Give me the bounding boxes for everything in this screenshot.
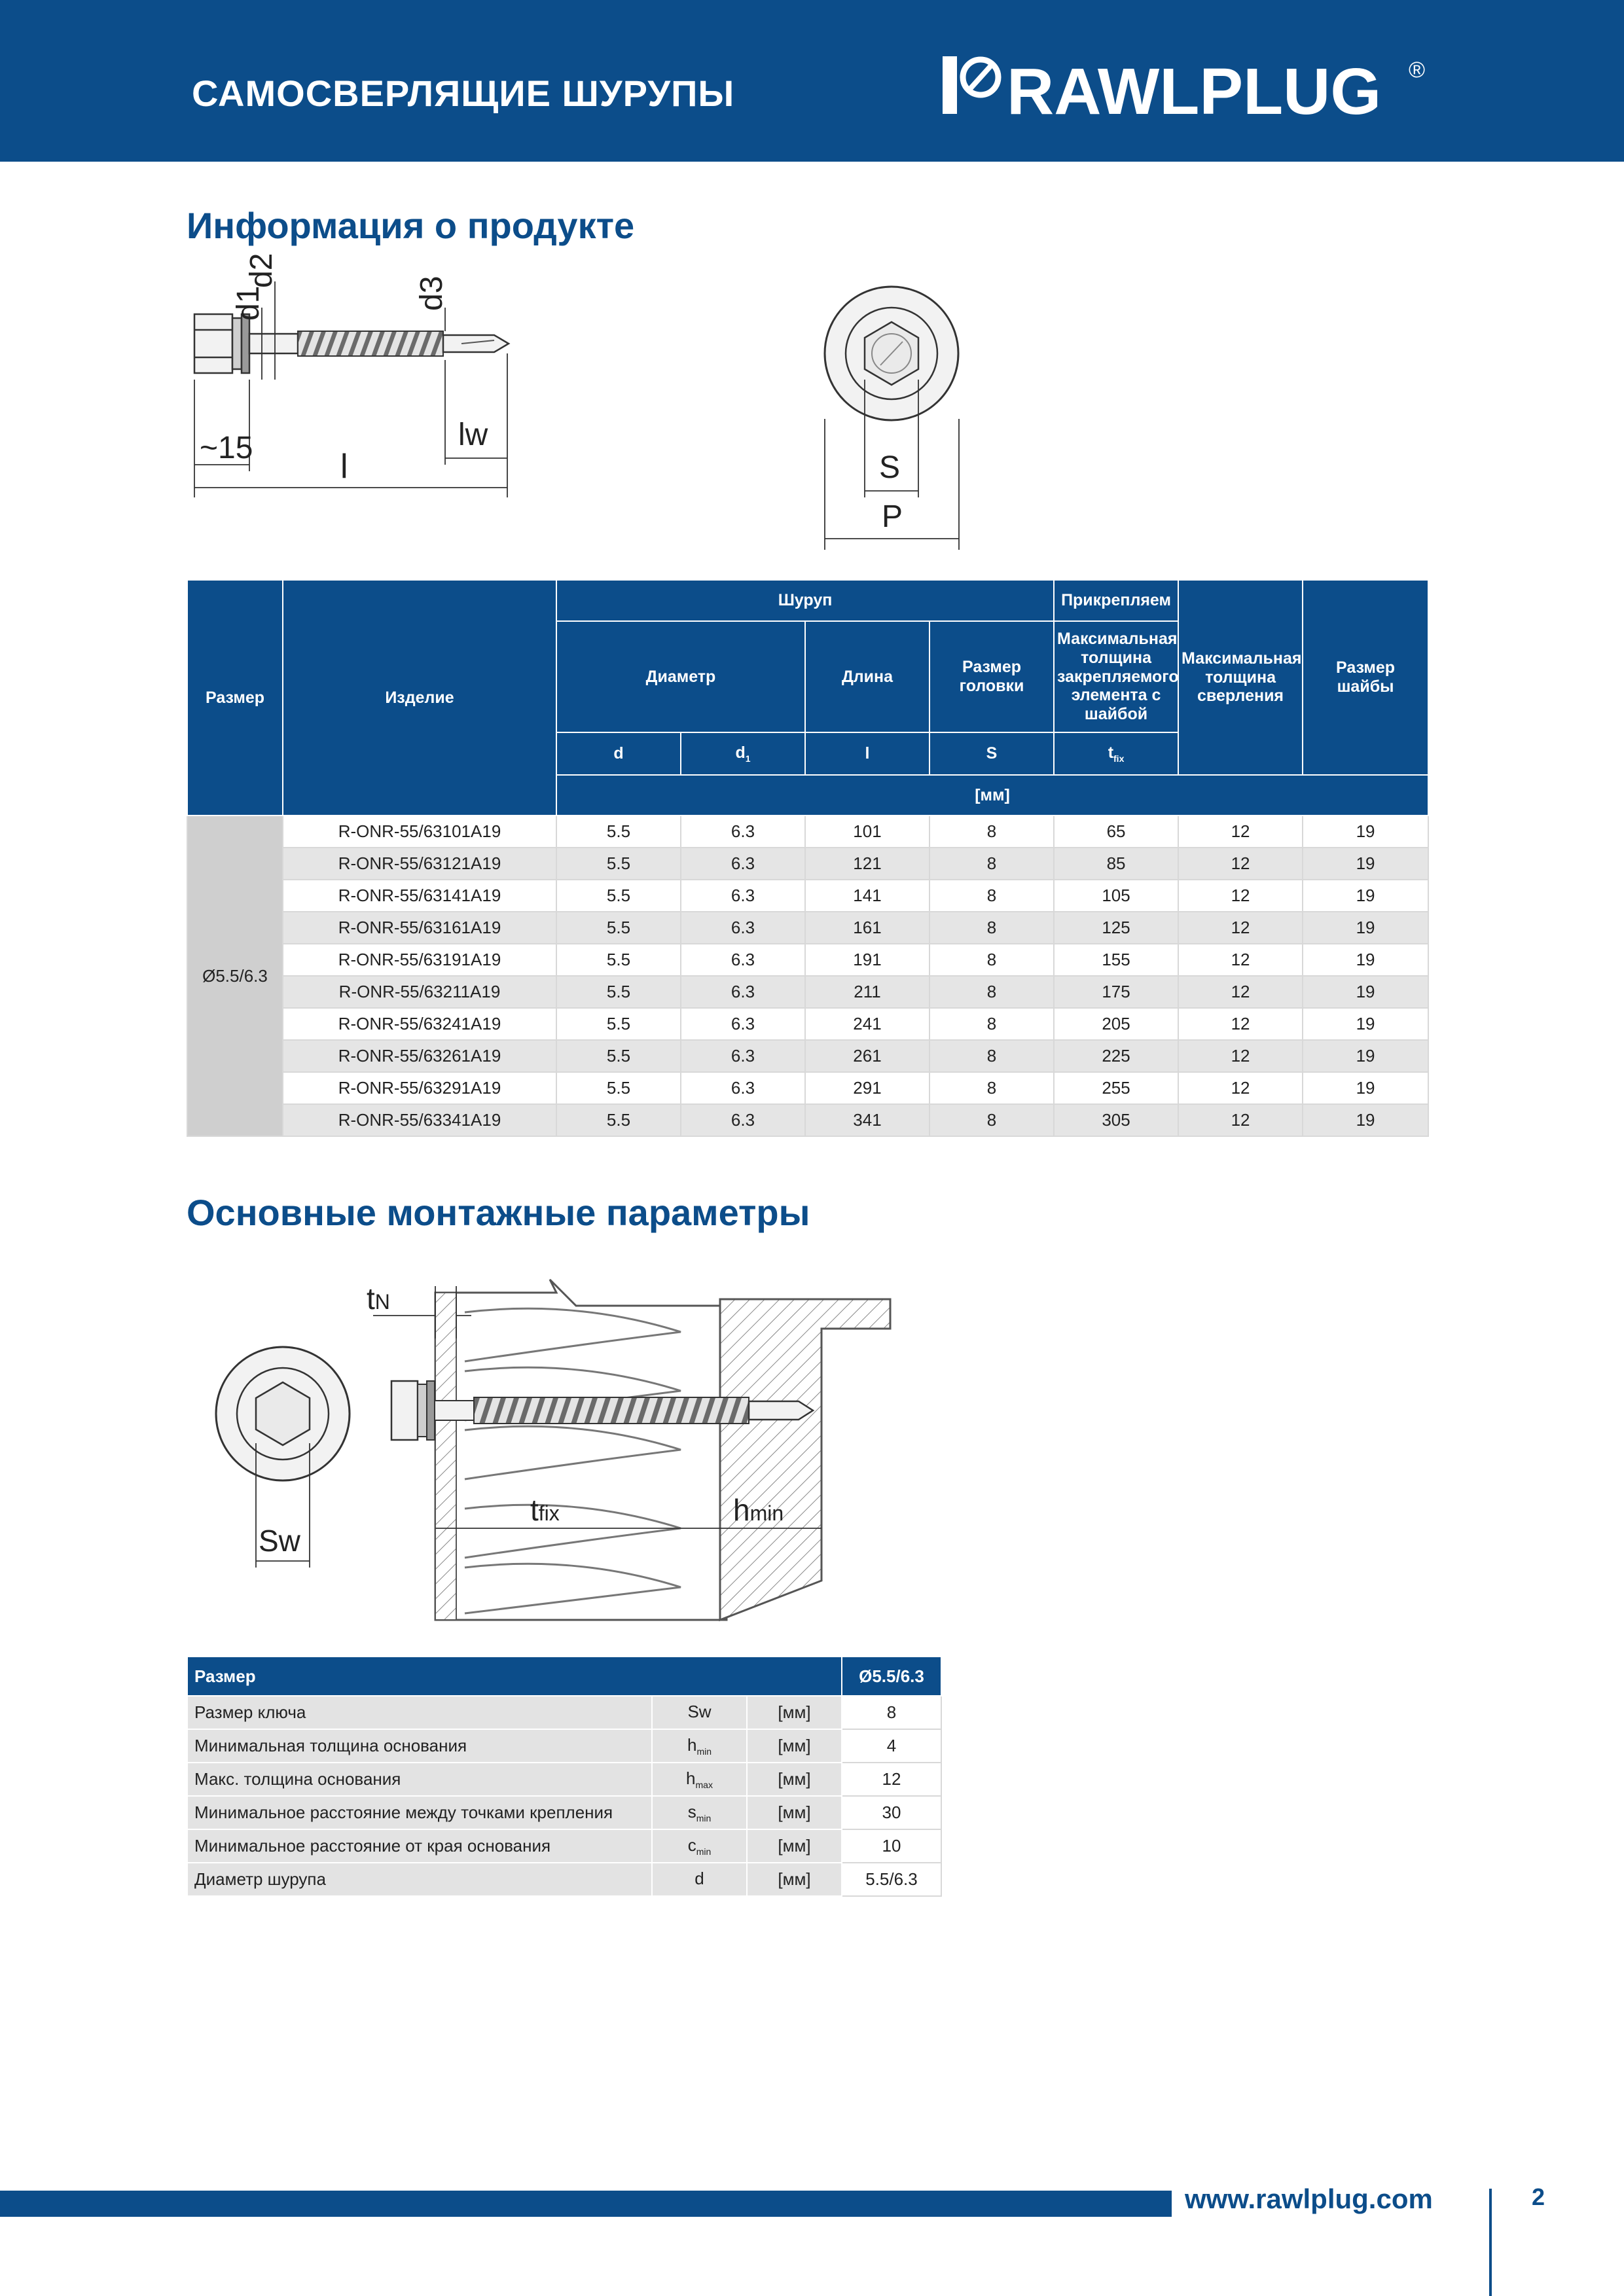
table-cell: 19 bbox=[1303, 1040, 1428, 1072]
label-15: ~15 bbox=[200, 431, 253, 465]
table-cell: 6.3 bbox=[681, 1072, 805, 1104]
table-cell: 341 bbox=[805, 1104, 929, 1136]
table-cell: 8 bbox=[929, 1104, 1054, 1136]
table-row bbox=[187, 848, 1428, 880]
table-cell: 175 bbox=[1054, 976, 1178, 1008]
inst-unit: [мм] bbox=[747, 1796, 842, 1829]
table-cell: 161 bbox=[805, 912, 929, 944]
symbol-tfix: $t_{fix}$ bbox=[1054, 732, 1178, 775]
inst-label: Минимальная толщина основания bbox=[187, 1729, 652, 1763]
table-cell: 6.3 bbox=[681, 880, 805, 912]
section-title-product-info: Информация о продукте bbox=[187, 205, 635, 246]
table-cell: 12 bbox=[1178, 816, 1303, 848]
table-cell: 211 bbox=[805, 976, 929, 1008]
logo-registered: ® bbox=[1409, 58, 1426, 82]
section-title-installation: Основные монтажные параметры bbox=[187, 1192, 810, 1233]
product-spec-table bbox=[187, 579, 1429, 1137]
table-cell: 155 bbox=[1054, 944, 1178, 976]
table-cell: 6.3 bbox=[681, 1008, 805, 1040]
label-d3: d3 bbox=[414, 276, 449, 311]
installation-params-table bbox=[187, 1656, 942, 1897]
footer-divider bbox=[1489, 2189, 1492, 2296]
label-tfix: tfix bbox=[530, 1493, 560, 1527]
table-cell: 191 bbox=[805, 944, 929, 976]
table-cell: 5.5 bbox=[556, 848, 681, 880]
table-cell: 6.3 bbox=[681, 848, 805, 880]
symbol-l: l bbox=[805, 732, 929, 775]
table-cell: 19 bbox=[1303, 944, 1428, 976]
screw-hex-head bbox=[194, 314, 232, 373]
header-head-size: Размер головки bbox=[929, 621, 1054, 732]
inst-unit: [мм] bbox=[747, 1829, 842, 1863]
inst-row bbox=[187, 1829, 941, 1863]
table-cell: 12 bbox=[1178, 944, 1303, 976]
table-cell: 12 bbox=[1178, 848, 1303, 880]
inst-value: 5.5/6.3 bbox=[842, 1863, 941, 1896]
table-cell: 5.5 bbox=[556, 816, 681, 848]
screw-washer bbox=[232, 318, 242, 369]
table-cell: 5.5 bbox=[556, 880, 681, 912]
inst-table-body bbox=[187, 1696, 941, 1896]
table-cell: 6.3 bbox=[681, 1040, 805, 1072]
inst-row bbox=[187, 1729, 941, 1763]
table-cell: 241 bbox=[805, 1008, 929, 1040]
table-cell: R-ONR-55/63191A19 bbox=[283, 944, 556, 976]
table-cell: 8 bbox=[929, 880, 1054, 912]
inst-label: Макс. толщина основания bbox=[187, 1763, 652, 1796]
inst-header-value: Ø5.5/6.3 bbox=[842, 1657, 941, 1696]
label-d2: d2 bbox=[244, 253, 279, 288]
inst-label: Минимальное расстояние между точками крепления bbox=[187, 1796, 652, 1829]
header-washer: Размер шайбы bbox=[1303, 580, 1428, 775]
table-cell: 5.5 bbox=[556, 976, 681, 1008]
head-top-view bbox=[216, 1347, 350, 1480]
screw-shank bbox=[249, 334, 298, 353]
inst-row bbox=[187, 1763, 941, 1796]
table-cell: R-ONR-55/63241A19 bbox=[283, 1008, 556, 1040]
table-cell: 12 bbox=[1178, 880, 1303, 912]
table-cell: 5.5 bbox=[556, 1104, 681, 1136]
table-cell: 225 bbox=[1054, 1040, 1178, 1072]
table-cell: R-ONR-55/63161A19 bbox=[283, 912, 556, 944]
table-cell: R-ONR-55/63291A19 bbox=[283, 1072, 556, 1104]
symbol-s: S bbox=[929, 732, 1054, 775]
table-cell: 255 bbox=[1054, 1072, 1178, 1104]
table-cell: 101 bbox=[805, 816, 929, 848]
table-cell: R-ONR-55/63141A19 bbox=[283, 880, 556, 912]
inst-symbol: $c_{min}$ bbox=[652, 1829, 747, 1863]
table-cell: 141 bbox=[805, 880, 929, 912]
symbol-d: d bbox=[556, 732, 681, 775]
steel-base bbox=[720, 1299, 890, 1620]
installation-diagram bbox=[209, 1247, 929, 1633]
table-cell: R-ONR-55/63211A19 bbox=[283, 976, 556, 1008]
table-cell: 19 bbox=[1303, 912, 1428, 944]
units-row: [мм] bbox=[556, 775, 1428, 816]
inst-value: 4 bbox=[842, 1729, 941, 1763]
table-cell: 19 bbox=[1303, 976, 1428, 1008]
table-cell: 205 bbox=[1054, 1008, 1178, 1040]
table-cell: 5.5 bbox=[556, 1040, 681, 1072]
label-hmin: hmin bbox=[733, 1493, 784, 1527]
table-cell: 6.3 bbox=[681, 816, 805, 848]
header-diameter: Диаметр bbox=[556, 621, 805, 732]
header-max-fix: Максимальная толщина закрепляемого элемента с шайбой bbox=[1054, 621, 1178, 732]
inst-row bbox=[187, 1863, 941, 1896]
table-cell: 8 bbox=[929, 912, 1054, 944]
table-cell: 5.5 bbox=[556, 1008, 681, 1040]
table-cell: 305 bbox=[1054, 1104, 1178, 1136]
size-value: Ø5.5/6.3 bbox=[187, 816, 283, 1136]
footer-url-link[interactable]: www.rawlplug.com bbox=[1185, 2183, 1433, 2214]
spec-table-body bbox=[187, 816, 1428, 1136]
logo-slash bbox=[969, 64, 992, 90]
inst-symbol: $h_{max}$ bbox=[652, 1763, 747, 1796]
label-d1: d1 bbox=[231, 285, 266, 321]
screw-head-top-view bbox=[825, 287, 958, 420]
table-row bbox=[187, 944, 1428, 976]
table-cell: 19 bbox=[1303, 1072, 1428, 1104]
inst-value: 30 bbox=[842, 1796, 941, 1829]
table-cell: 12 bbox=[1178, 1104, 1303, 1136]
table-cell: 19 bbox=[1303, 880, 1428, 912]
inst-symbol: d bbox=[652, 1863, 747, 1896]
table-cell: 8 bbox=[929, 976, 1054, 1008]
inst-label: Диаметр шурупа bbox=[187, 1863, 652, 1896]
table-cell: 12 bbox=[1178, 1008, 1303, 1040]
table-cell: 12 bbox=[1178, 976, 1303, 1008]
table-cell: 5.5 bbox=[556, 944, 681, 976]
table-cell: 121 bbox=[805, 848, 929, 880]
table-cell: 85 bbox=[1054, 848, 1178, 880]
inst-label: Размер ключа bbox=[187, 1696, 652, 1729]
table-cell: R-ONR-55/63121A19 bbox=[283, 848, 556, 880]
table-cell: 19 bbox=[1303, 1008, 1428, 1040]
page-number: 2 bbox=[1532, 2183, 1545, 2210]
table-cell: 105 bbox=[1054, 880, 1178, 912]
label-l: l bbox=[340, 448, 348, 486]
header-screw: Шуруп bbox=[556, 580, 1054, 621]
table-cell: 19 bbox=[1303, 848, 1428, 880]
table-cell: 12 bbox=[1178, 912, 1303, 944]
table-cell: 6.3 bbox=[681, 912, 805, 944]
table-cell: R-ONR-55/63261A19 bbox=[283, 1040, 556, 1072]
table-cell: 12 bbox=[1178, 1040, 1303, 1072]
inst-unit: [мм] bbox=[747, 1696, 842, 1729]
table-cell: 8 bbox=[929, 848, 1054, 880]
table-cell: R-ONR-55/63341A19 bbox=[283, 1104, 556, 1136]
table-cell: 261 bbox=[805, 1040, 929, 1072]
label-s: S bbox=[879, 450, 901, 485]
table-cell: 291 bbox=[805, 1072, 929, 1104]
inst-symbol: Sw bbox=[652, 1696, 747, 1729]
header-length: Длина bbox=[805, 621, 929, 732]
label-p: P bbox=[882, 499, 903, 534]
logo-text: RAWLPLUG bbox=[1007, 55, 1382, 123]
rawlplug-logo bbox=[943, 51, 1440, 123]
inst-unit: [мм] bbox=[747, 1763, 842, 1796]
table-row bbox=[187, 912, 1428, 944]
inst-row bbox=[187, 1796, 941, 1829]
inst-row bbox=[187, 1696, 941, 1729]
table-cell: 8 bbox=[929, 816, 1054, 848]
screw-drill-tip bbox=[443, 335, 509, 352]
table-cell: 5.5 bbox=[556, 1072, 681, 1104]
footer-bar bbox=[0, 2191, 1172, 2217]
table-cell: 6.3 bbox=[681, 944, 805, 976]
table-cell: 6.3 bbox=[681, 1104, 805, 1136]
inst-value: 8 bbox=[842, 1696, 941, 1729]
table-row bbox=[187, 1008, 1428, 1040]
inst-value: 12 bbox=[842, 1763, 941, 1796]
table-row bbox=[187, 880, 1428, 912]
inst-symbol: $h_{min}$ bbox=[652, 1729, 747, 1763]
page-title: САМОСВЕРЛЯЩИЕ ШУРУПЫ bbox=[192, 73, 735, 114]
inst-unit: [мм] bbox=[747, 1729, 842, 1763]
label-sw: Sw bbox=[259, 1524, 300, 1558]
screw-thread bbox=[298, 331, 443, 356]
table-cell: 19 bbox=[1303, 1104, 1428, 1136]
inst-symbol: $s_{min}$ bbox=[652, 1796, 747, 1829]
screw-seal bbox=[242, 314, 249, 373]
header-banner bbox=[0, 0, 1624, 162]
header-size: Размер bbox=[187, 580, 283, 816]
header-product: Изделие bbox=[283, 580, 556, 816]
inst-value: 10 bbox=[842, 1829, 941, 1863]
screw-dimension-diagram bbox=[187, 249, 972, 563]
label-tn: tN bbox=[367, 1282, 390, 1316]
table-row bbox=[187, 976, 1428, 1008]
symbol-d1: $d_1$ bbox=[681, 732, 805, 775]
table-cell: 5.5 bbox=[556, 912, 681, 944]
table-cell: 19 bbox=[1303, 816, 1428, 848]
table-cell: 8 bbox=[929, 1008, 1054, 1040]
table-cell: 8 bbox=[929, 1072, 1054, 1104]
table-cell: 12 bbox=[1178, 1072, 1303, 1104]
inst-label: Минимальное расстояние от края основания bbox=[187, 1829, 652, 1863]
logo-bar bbox=[943, 56, 957, 114]
table-row bbox=[187, 1040, 1428, 1072]
inst-header-size: Размер bbox=[187, 1657, 842, 1696]
table-cell: 8 bbox=[929, 1040, 1054, 1072]
header-max-drill: Максимальная толщина сверления bbox=[1178, 580, 1303, 775]
table-cell: 125 bbox=[1054, 912, 1178, 944]
label-lw: lw bbox=[458, 418, 488, 452]
header-fix: Прикрепляем bbox=[1054, 580, 1178, 621]
table-cell: 65 bbox=[1054, 816, 1178, 848]
table-row bbox=[187, 1104, 1428, 1136]
sandwich-panel bbox=[435, 1280, 727, 1620]
table-cell: 6.3 bbox=[681, 976, 805, 1008]
table-cell: 8 bbox=[929, 944, 1054, 976]
table-cell: R-ONR-55/63101A19 bbox=[283, 816, 556, 848]
table-row bbox=[187, 816, 1428, 848]
table-row bbox=[187, 1072, 1428, 1104]
inst-unit: [мм] bbox=[747, 1863, 842, 1896]
